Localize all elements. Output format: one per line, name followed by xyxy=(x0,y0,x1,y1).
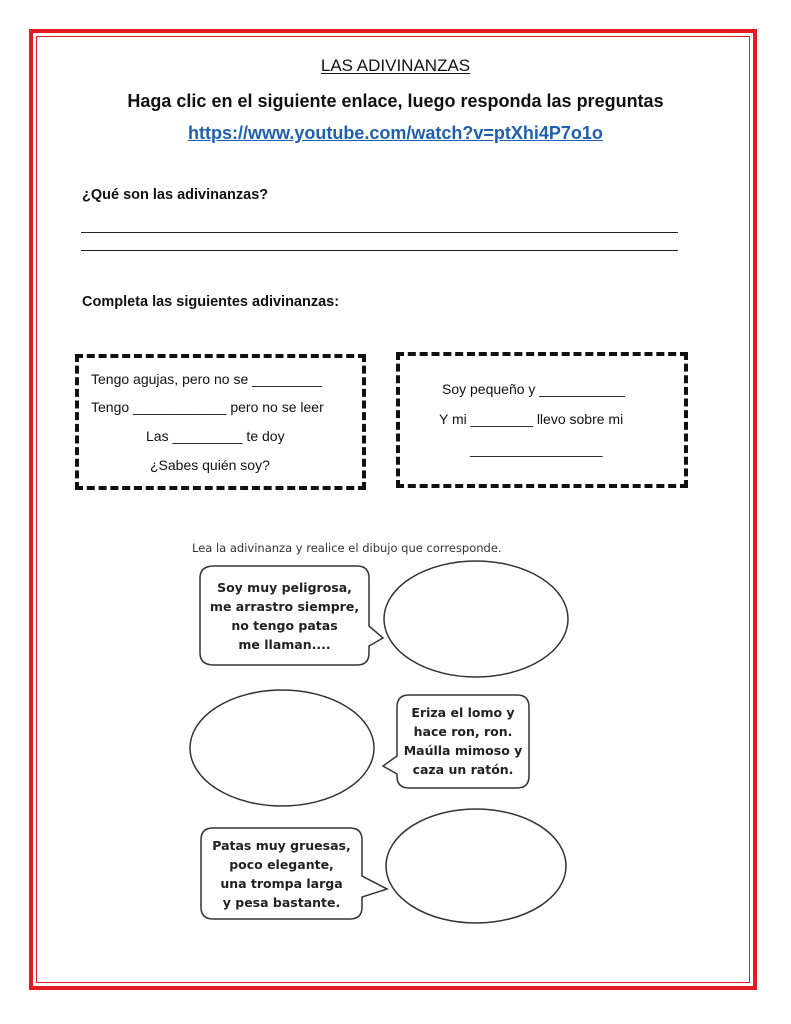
bubble-2-text xyxy=(397,703,529,779)
riddle1-line-2: Tengo ____________ pero no se leer xyxy=(91,399,324,415)
bubble-3-text xyxy=(201,836,362,912)
drawing-circle-2 xyxy=(190,690,374,806)
bubble-1-line-2: me arrastro siempre, xyxy=(209,599,360,614)
worksheet-title: LAS ADIVINANZAS xyxy=(320,56,471,75)
riddle2-line-3: _________________ xyxy=(470,441,603,457)
drawing-circle-3 xyxy=(386,809,566,923)
bubble-3-line-1: Patas muy gruesas, xyxy=(212,838,351,853)
section-title: Completa las siguientes adivinanzas: xyxy=(82,294,340,310)
bubble-2-line-2: hace ron, ron. xyxy=(413,724,513,739)
riddle1-line-1: Tengo agujas, pero no se _________ xyxy=(91,371,323,387)
bubble-1-line-1: Soy muy peligrosa, xyxy=(217,580,352,595)
instruction-text: Haga clic en el siguiente enlace, luego responda las preguntas xyxy=(127,91,664,111)
bubble-2-line-4: caza un ratón. xyxy=(412,762,514,777)
bubble-3-line-4: y pesa bastante. xyxy=(222,895,341,910)
bubble-1-line-3: no tengo patas xyxy=(231,618,338,633)
question-text: ¿Qué son las adivinanzas? xyxy=(82,187,269,203)
riddle1-line-4: ¿Sabes quién soy? xyxy=(150,457,270,473)
drawing-circle-1 xyxy=(384,561,568,677)
youtube-link[interactable]: https://www.youtube.com/watch?v=ptXhi4P7o1o xyxy=(188,123,603,143)
riddle2-line-1: Soy pequeño y ___________ xyxy=(442,381,625,397)
riddle2-line-2: Y mi ________ llevo sobre mi xyxy=(439,411,624,427)
drawing-instruction: Lea la adivinanza y realice el dibujo que corresponde. xyxy=(192,541,502,555)
riddle1-line-3: Las _________ te doy xyxy=(146,428,285,444)
bubble-2-line-3: Maúlla mimoso y xyxy=(403,743,523,758)
bubble-2-line-1: Eriza el lomo y xyxy=(411,705,515,720)
bubble-3-line-3: una trompa larga xyxy=(220,876,343,891)
bubble-1-line-4: me llaman.... xyxy=(238,637,331,652)
bubble-3-line-2: poco elegante, xyxy=(229,857,334,872)
bubble-1-text xyxy=(200,578,369,654)
